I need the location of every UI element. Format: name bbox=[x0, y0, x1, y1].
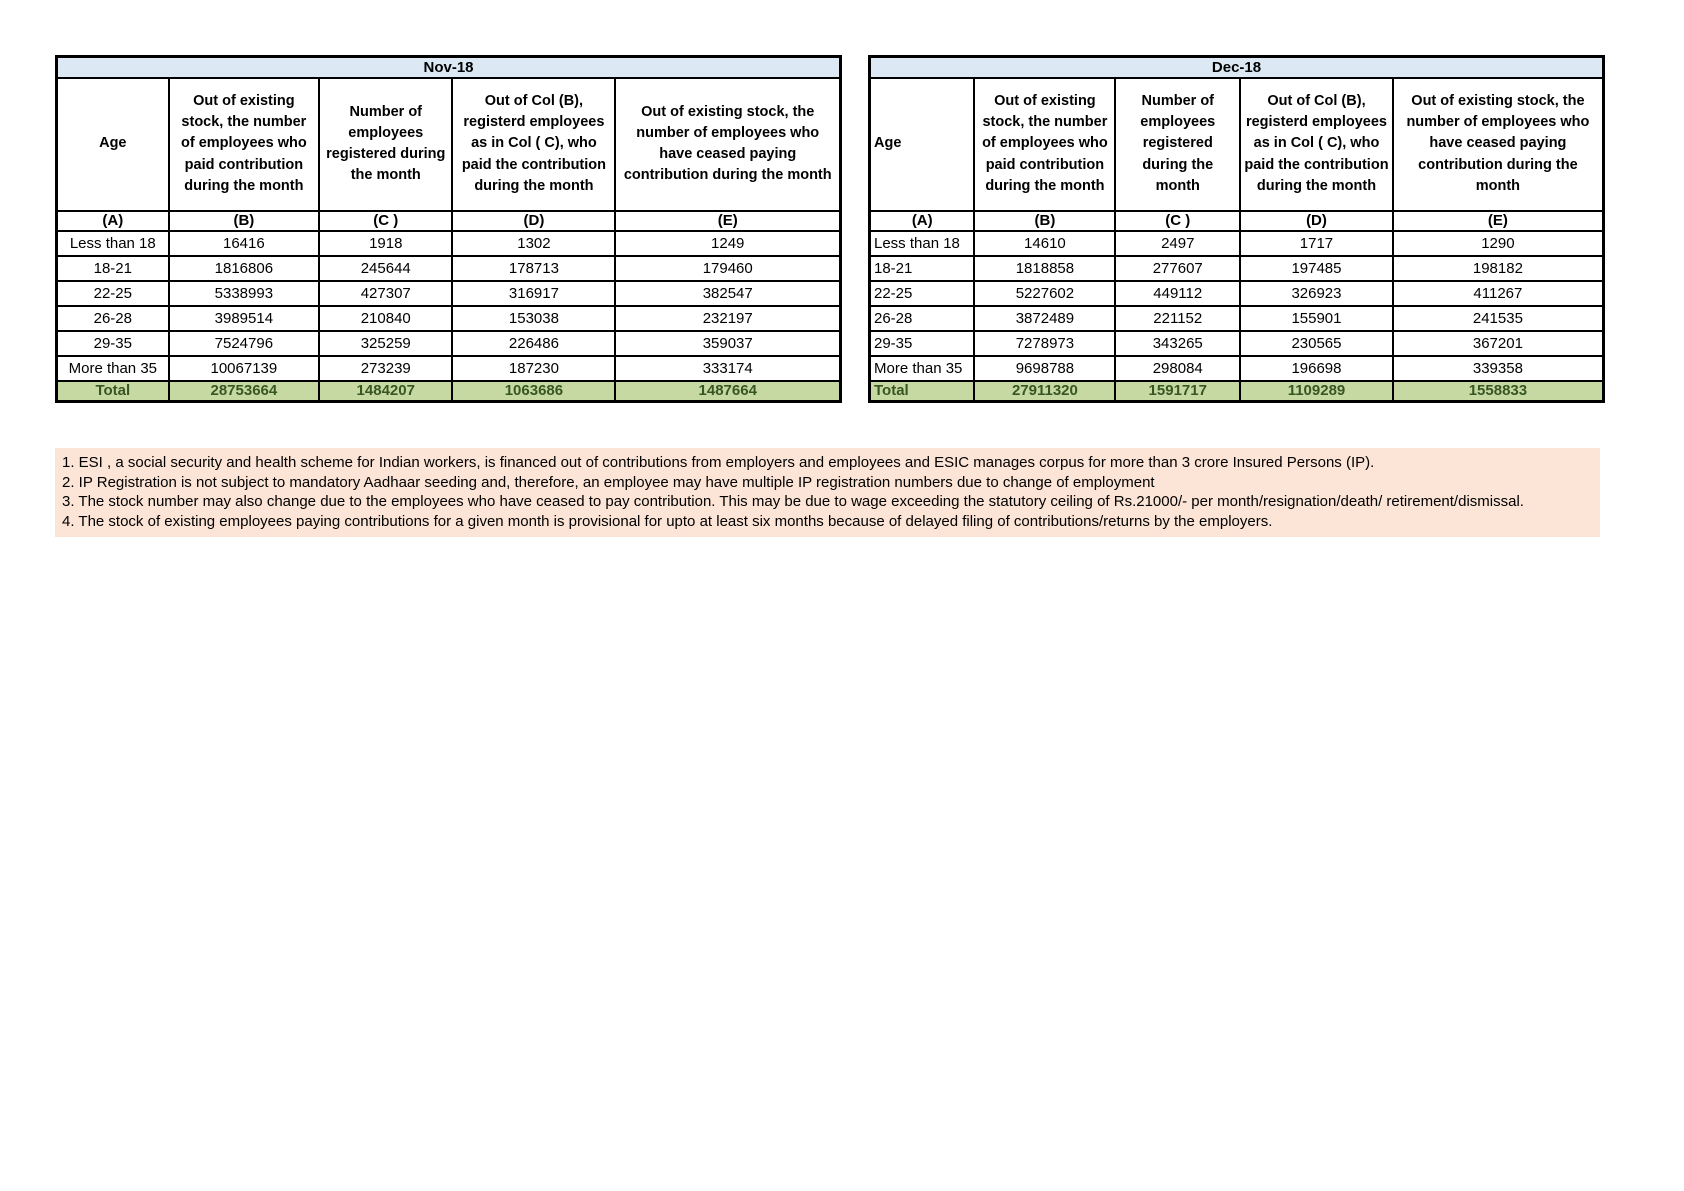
value-cell: 273239 bbox=[319, 356, 452, 381]
column-header-row bbox=[870, 78, 1604, 211]
value-cell: 5227602 bbox=[974, 281, 1115, 306]
value-cell: 367201 bbox=[1393, 331, 1604, 356]
age-group-cell: 26-28 bbox=[870, 306, 975, 331]
total-value-cell: 1591717 bbox=[1115, 381, 1240, 402]
value-cell: 382547 bbox=[615, 281, 840, 306]
age-group-cell: 26-28 bbox=[57, 306, 169, 331]
table-row bbox=[870, 356, 1604, 381]
column-header-cell: Age bbox=[57, 78, 169, 211]
value-cell: 339358 bbox=[1393, 356, 1604, 381]
value-cell: 359037 bbox=[615, 331, 840, 356]
value-cell: 230565 bbox=[1240, 331, 1393, 356]
value-cell: 2497 bbox=[1115, 231, 1240, 256]
value-cell: 232197 bbox=[615, 306, 840, 331]
table-row bbox=[57, 281, 841, 306]
note-line: 1. ESI , a social security and health scheme for Indian workers, is financed out of contributions from employers and employees and ESIC manages corpus for more than 3 crore Insured Persons (IP). bbox=[62, 454, 1375, 471]
value-cell: 196698 bbox=[1240, 356, 1393, 381]
value-cell: 9698788 bbox=[974, 356, 1115, 381]
column-letter-row bbox=[870, 211, 1604, 231]
value-cell: 333174 bbox=[615, 356, 840, 381]
total-value-cell: 1487664 bbox=[615, 381, 840, 402]
value-cell: 14610 bbox=[974, 231, 1115, 256]
table-row bbox=[870, 231, 1604, 256]
value-cell: 3989514 bbox=[169, 306, 320, 331]
column-letter-cell: (C ) bbox=[1115, 211, 1240, 231]
total-row bbox=[870, 381, 1604, 402]
value-cell: 343265 bbox=[1115, 331, 1240, 356]
column-letter-cell: (A) bbox=[870, 211, 975, 231]
age-group-cell: Less than 18 bbox=[57, 231, 169, 256]
value-cell: 326923 bbox=[1240, 281, 1393, 306]
table-row bbox=[57, 306, 841, 331]
table-row bbox=[870, 256, 1604, 281]
column-letter-cell: (E) bbox=[1393, 211, 1604, 231]
column-header-cell: Out of existing stock, the number of employees who have ceased paying contribution during the month bbox=[1393, 78, 1604, 211]
value-cell: 153038 bbox=[452, 306, 615, 331]
dec-18-table bbox=[868, 55, 1605, 403]
age-group-cell: Less than 18 bbox=[870, 231, 975, 256]
value-cell: 245644 bbox=[319, 256, 452, 281]
table-row bbox=[870, 331, 1604, 356]
age-group-cell: 18-21 bbox=[870, 256, 975, 281]
value-cell: 1302 bbox=[452, 231, 615, 256]
column-letter-cell: (B) bbox=[169, 211, 320, 231]
total-label-cell: Total bbox=[57, 381, 169, 402]
value-cell: 178713 bbox=[452, 256, 615, 281]
column-letter-cell: (C ) bbox=[319, 211, 452, 231]
note-line: 3. The stock number may also change due to the employees who have ceased to pay contribution. This may be due to wage exceeding the statutory ceiling of Rs.21000/- per month/resignation/death/ retirement/dismissal. bbox=[62, 493, 1524, 510]
column-header-cell: Number of employees registered during the month bbox=[1115, 78, 1240, 211]
age-group-cell: 18-21 bbox=[57, 256, 169, 281]
column-letter-cell: (E) bbox=[615, 211, 840, 231]
column-letter-cell: (D) bbox=[1240, 211, 1393, 231]
month-header-row bbox=[870, 57, 1604, 78]
column-header-cell: Out of Col (B), registerd employees as in Col ( C), who paid the contribution during the month bbox=[1240, 78, 1393, 211]
table-row bbox=[57, 256, 841, 281]
value-cell: 221152 bbox=[1115, 306, 1240, 331]
value-cell: 10067139 bbox=[169, 356, 320, 381]
column-header-cell: Out of Col (B), registerd employees as in Col ( C), who paid the contribution during the month bbox=[452, 78, 615, 211]
age-group-cell: More than 35 bbox=[870, 356, 975, 381]
value-cell: 3872489 bbox=[974, 306, 1115, 331]
total-value-cell: 1484207 bbox=[319, 381, 452, 402]
value-cell: 179460 bbox=[615, 256, 840, 281]
column-header-cell: Out of existing stock, the number of employees who paid contribution during the month bbox=[974, 78, 1115, 211]
value-cell: 5338993 bbox=[169, 281, 320, 306]
column-letter-row bbox=[57, 211, 841, 231]
total-value-cell: 1063686 bbox=[452, 381, 615, 402]
column-header-cell: Out of existing stock, the number of employees who have ceased paying contribution during the month bbox=[615, 78, 840, 211]
table-row bbox=[57, 231, 841, 256]
value-cell: 197485 bbox=[1240, 256, 1393, 281]
total-value-cell: 1558833 bbox=[1393, 381, 1604, 402]
table-row bbox=[870, 306, 1604, 331]
value-cell: 1717 bbox=[1240, 231, 1393, 256]
value-cell: 1290 bbox=[1393, 231, 1604, 256]
value-cell: 316917 bbox=[452, 281, 615, 306]
age-group-cell: 29-35 bbox=[57, 331, 169, 356]
value-cell: 155901 bbox=[1240, 306, 1393, 331]
value-cell: 1918 bbox=[319, 231, 452, 256]
value-cell: 411267 bbox=[1393, 281, 1604, 306]
column-letter-cell: (D) bbox=[452, 211, 615, 231]
month-label: Dec-18 bbox=[870, 57, 1604, 78]
column-header-cell: Number of employees registered during the month bbox=[319, 78, 452, 211]
age-group-cell: 22-25 bbox=[57, 281, 169, 306]
table-row bbox=[57, 356, 841, 381]
column-header-row bbox=[57, 78, 841, 211]
total-value-cell: 28753664 bbox=[169, 381, 320, 402]
total-value-cell: 27911320 bbox=[974, 381, 1115, 402]
column-header-cell: Out of existing stock, the number of employees who paid contribution during the month bbox=[169, 78, 320, 211]
note-line: 2. IP Registration is not subject to mandatory Aadhaar seeding and, therefore, an employee may have multiple IP registration numbers due to change of employment bbox=[62, 473, 1155, 491]
age-group-cell: 22-25 bbox=[870, 281, 975, 306]
value-cell: 277607 bbox=[1115, 256, 1240, 281]
nov-18-table bbox=[55, 55, 842, 403]
note-line: 4. The stock of existing employees paying contributions for a given month is provisional for upto at least six months because of delayed filing of contributions/returns by the employers. bbox=[62, 512, 1273, 530]
value-cell: 187230 bbox=[452, 356, 615, 381]
footnotes-block bbox=[55, 448, 1600, 537]
column-header-cell: Age bbox=[870, 78, 975, 211]
table-row bbox=[870, 281, 1604, 306]
value-cell: 298084 bbox=[1115, 356, 1240, 381]
table-row bbox=[57, 331, 841, 356]
total-value-cell: 1109289 bbox=[1240, 381, 1393, 402]
value-cell: 226486 bbox=[452, 331, 615, 356]
value-cell: 449112 bbox=[1115, 281, 1240, 306]
tables-container bbox=[55, 55, 1605, 403]
total-label-cell: Total bbox=[870, 381, 975, 402]
column-letter-cell: (B) bbox=[974, 211, 1115, 231]
value-cell: 198182 bbox=[1393, 256, 1604, 281]
value-cell: 7278973 bbox=[974, 331, 1115, 356]
value-cell: 210840 bbox=[319, 306, 452, 331]
value-cell: 427307 bbox=[319, 281, 452, 306]
age-group-cell: More than 35 bbox=[57, 356, 169, 381]
month-header-row bbox=[57, 57, 841, 78]
value-cell: 1816806 bbox=[169, 256, 320, 281]
value-cell: 241535 bbox=[1393, 306, 1604, 331]
age-group-cell: 29-35 bbox=[870, 331, 975, 356]
month-label: Nov-18 bbox=[57, 57, 841, 78]
value-cell: 325259 bbox=[319, 331, 452, 356]
value-cell: 7524796 bbox=[169, 331, 320, 356]
value-cell: 16416 bbox=[169, 231, 320, 256]
total-row bbox=[57, 381, 841, 402]
value-cell: 1249 bbox=[615, 231, 840, 256]
column-letter-cell: (A) bbox=[57, 211, 169, 231]
value-cell: 1818858 bbox=[974, 256, 1115, 281]
